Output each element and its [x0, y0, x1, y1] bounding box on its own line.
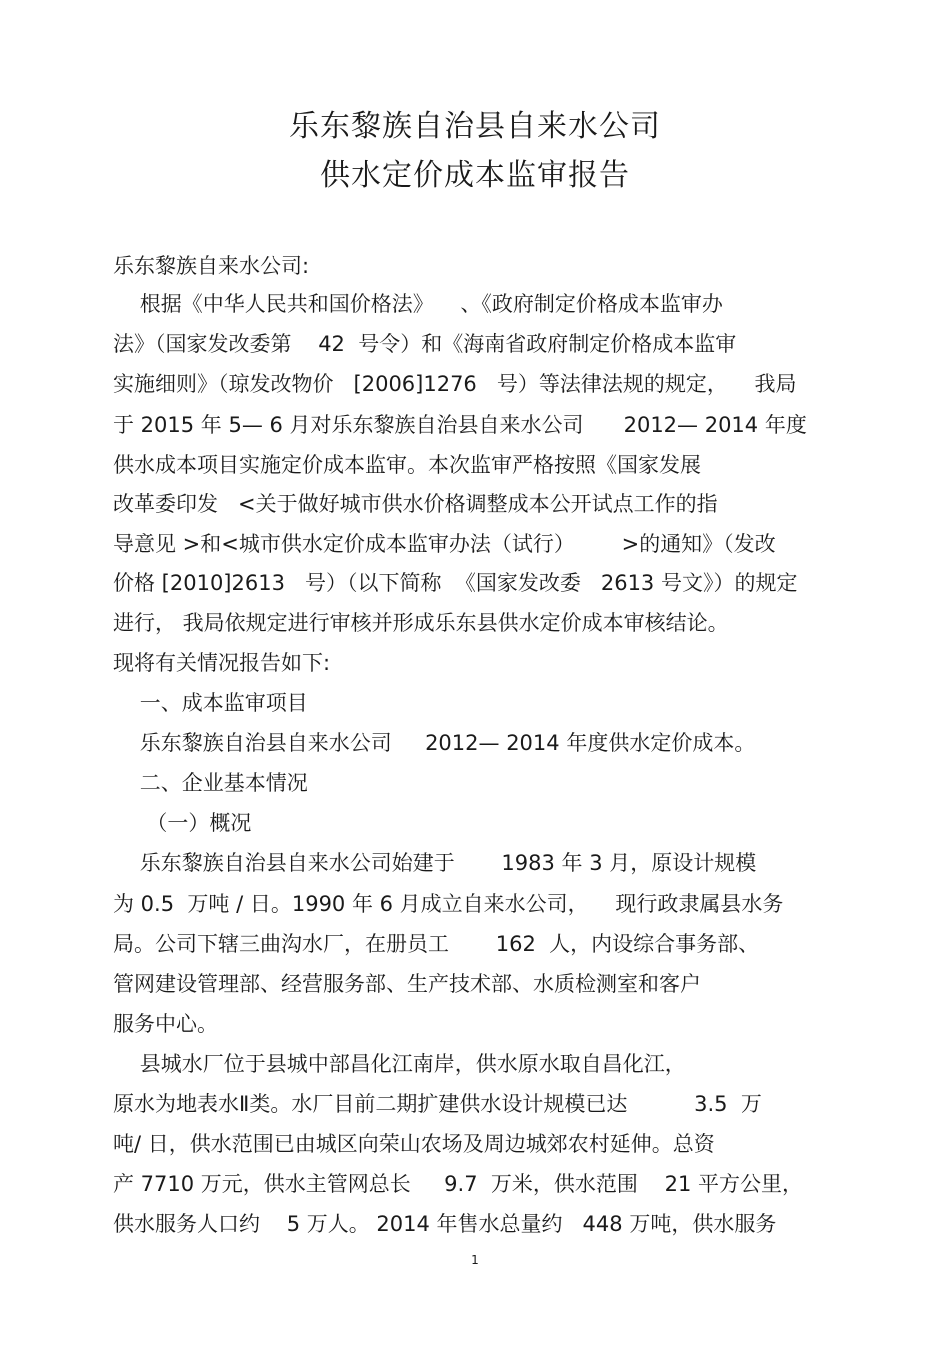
- body-line: 乐东黎族自治县自来水公司始建于 1983 年 3 月，原设计规模: [113, 851, 757, 875]
- body-line: 服务中心。: [113, 1012, 218, 1036]
- body-line: 实施细则》（琼发改物价 [2006]1276 号）等法律法规的规定， 我局: [113, 372, 797, 396]
- body-line: 吨/ 日，供水范围已由城区向荣山农场及周边城郊农村延伸。总资: [113, 1132, 715, 1156]
- body-line: 供水成本项目实施定价成本监审。本次监审严格按照《国家发展: [113, 453, 701, 477]
- page-number: 1: [471, 1253, 479, 1267]
- body-line: 导意见 >和<城市供水定价成本监审办法（试行） >的通知》（发改: [113, 532, 776, 556]
- body-line: 改革委印发 <关于做好城市供水价格调整成本公开试点工作的指: [113, 492, 718, 516]
- body-line: 法》（国家发改委第 42 号令）和《海南省政府制定价格成本监审: [113, 332, 737, 356]
- body-line: 现将有关情况报告如下:: [113, 651, 331, 675]
- body-line: 为 0.5 万吨 / 日。1990 年 6 月成立自来水公司， 现行政隶属县水务: [113, 892, 784, 916]
- body-line: 一、成本监审项目: [113, 691, 308, 715]
- body-line: 根据《中华人民共和国价格法》 、《政府制定价格成本监审办: [113, 292, 723, 316]
- report-title-line-1: 乐东黎族自治县自来水公司: [289, 109, 661, 144]
- body-line: 乐东黎族自来水公司:: [113, 254, 310, 278]
- body-line: （一）概况: [113, 811, 252, 835]
- report-title-line-2: 供水定价成本监审报告: [320, 158, 630, 193]
- body-line: 局。公司下辖三曲沟水厂，在册员工 162 人，内设综合事务部、: [113, 932, 760, 956]
- body-line: 乐东黎族自治县自来水公司 2012— 2014 年度供水定价成本。: [113, 731, 756, 755]
- body-line: 管网建设管理部、经营服务部、生产技术部、水质检测室和客户: [113, 972, 701, 996]
- body-line: 原水为地表水Ⅱ类。水厂目前二期扩建供水设计规模已达 3.5 万: [113, 1092, 762, 1116]
- body-line: 产 7710 万元，供水主管网总长 9.7 万米，供水范围 21 平方公里，: [113, 1172, 804, 1196]
- body-line: 县城水厂位于县城中部昌化江南岸，供水原水取自昌化江，: [113, 1052, 686, 1076]
- body-line: 价格 [2010]2613 号）（以下简称 《国家发改委 2613 号文》）的规定: [113, 571, 798, 595]
- body-line: 供水服务人口约 5 万人。 2014 年售水总量约 448 万吨，供水服务: [113, 1212, 777, 1236]
- body-line: 二、企业基本情况: [113, 771, 308, 795]
- body-line: 进行， 我局依规定进行审核并形成乐东县供水定价成本审核结论。: [113, 611, 729, 635]
- body-line: 于 2015 年 5— 6 月对乐东黎族自治县自来水公司 2012— 2014 年度: [113, 413, 807, 437]
